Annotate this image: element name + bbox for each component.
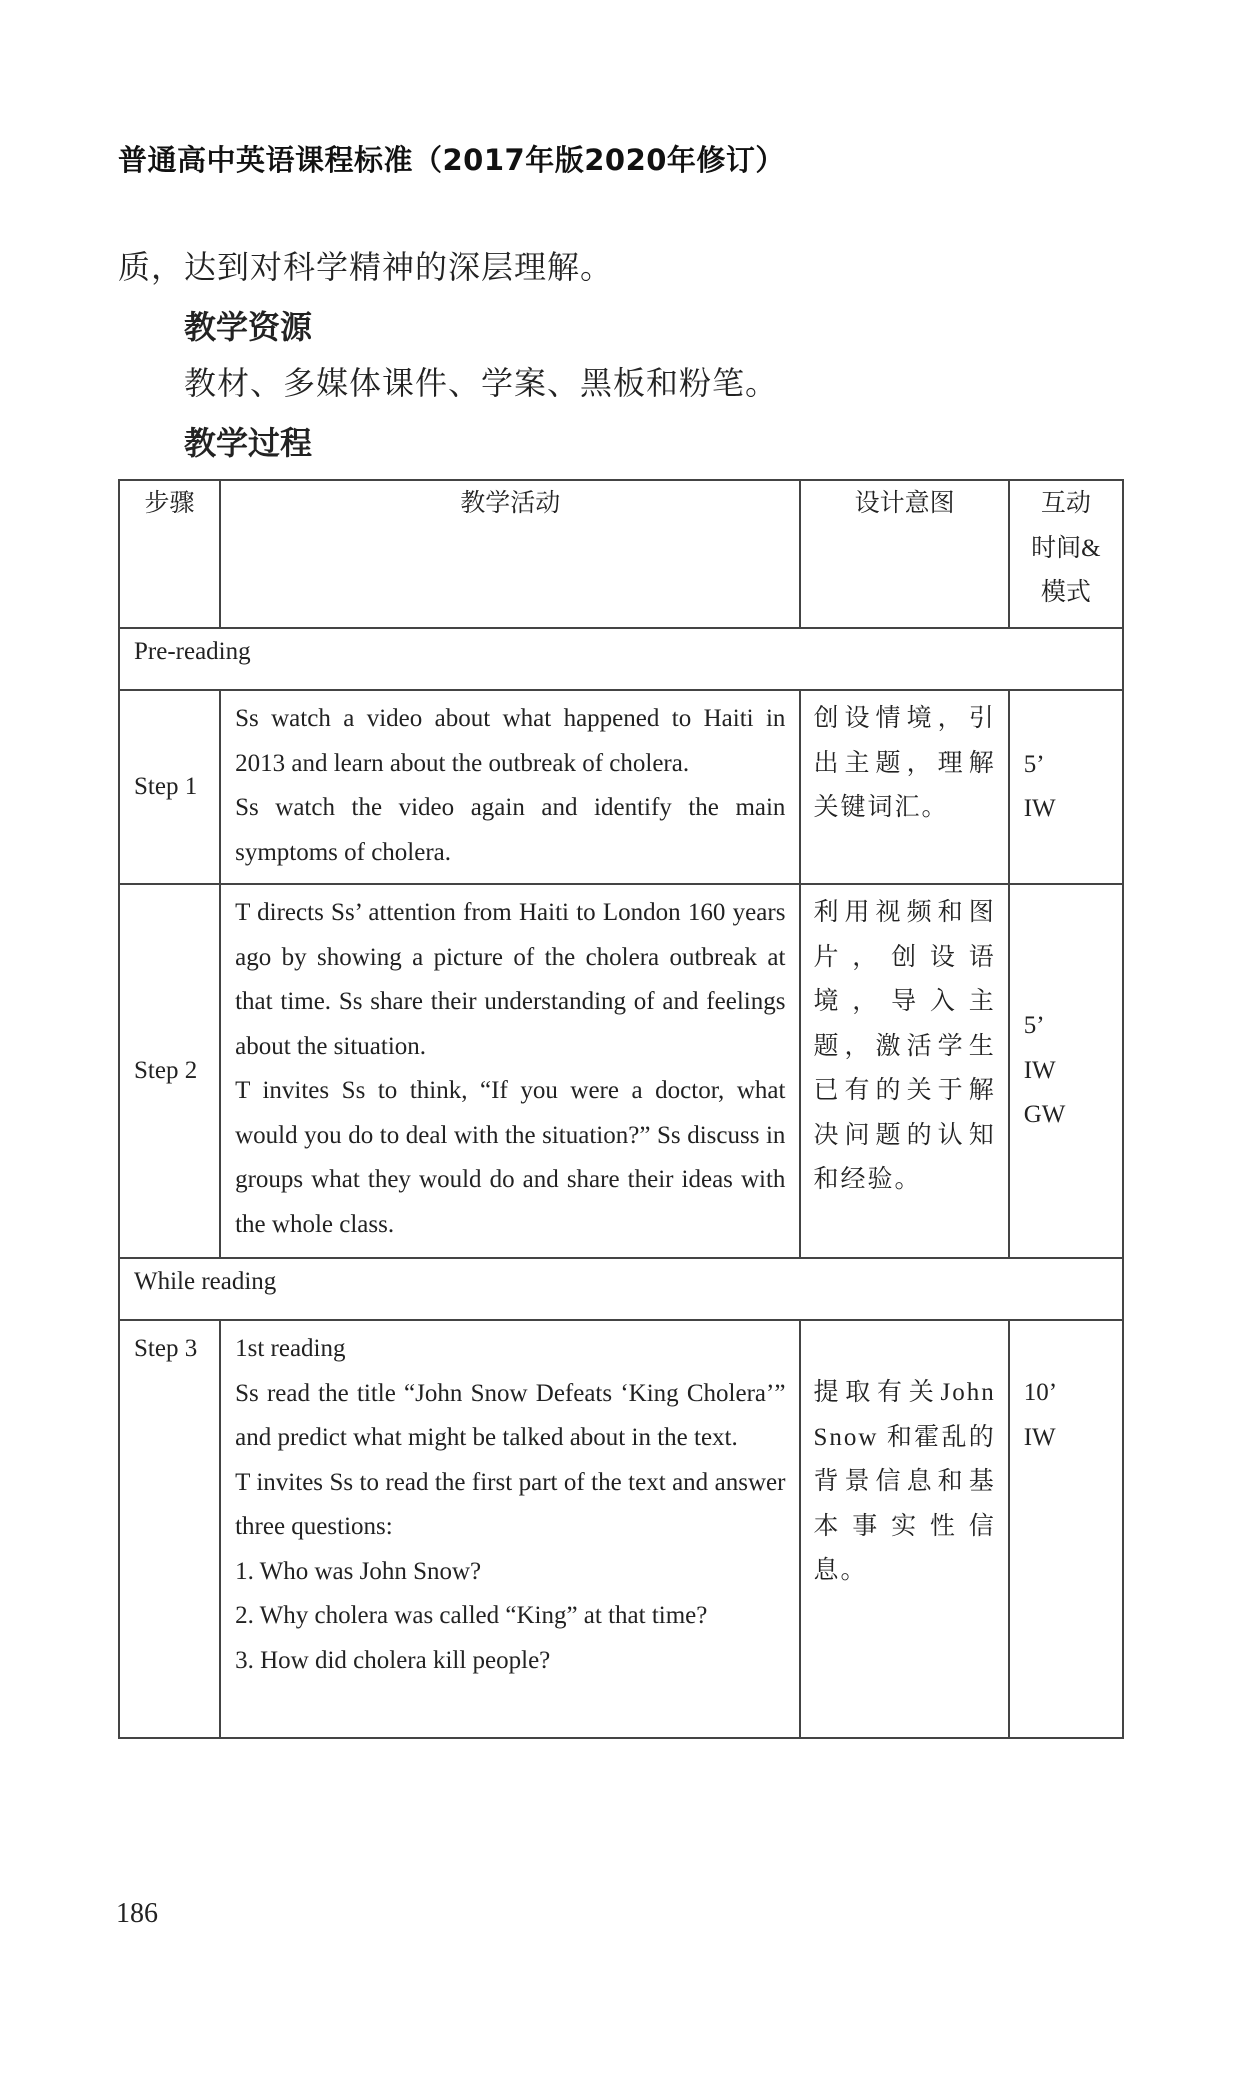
header-intent: 设计意图 [800, 480, 1008, 628]
mode-line: 5’ [1023, 750, 1045, 778]
activity-line: 1st reading [235, 1335, 346, 1362]
activity-line: Ss watch a video about what happened to Haiti in 2013 and learn about the outbreak of cholera. [235, 705, 786, 777]
activity-line: T invites Ss to think, “If you were a doctor, what would you do to deal with the situation?” Ss discuss in groups what they would do and share their ideas with the whole class. [235, 1077, 786, 1238]
intent-cell: 利用视频和图片，创设语境，导入主题，激活学生已有的关于解决问题的认知和经验。 [800, 884, 1008, 1258]
step-label: Step 3 [119, 1320, 220, 1738]
mode-line: 5’ [1023, 1012, 1045, 1040]
resources-text: 教材、多媒体课件、学案、黑板和粉笔。 [184, 364, 779, 402]
mode-line: GW [1023, 1101, 1066, 1129]
mode-cell [1009, 690, 1123, 884]
phase-label: While reading [119, 1258, 1123, 1320]
process-heading: 教学过程 [184, 424, 313, 462]
mode-line: IW [1023, 1056, 1056, 1084]
intent-cell [800, 1320, 1008, 1738]
phase-row-pre-reading [119, 628, 1123, 690]
activity-cell [220, 690, 800, 884]
mode-line: 10’ [1023, 1379, 1058, 1406]
phase-row-while-reading [119, 1258, 1123, 1320]
table-row [119, 1320, 1123, 1738]
step-label: Step 1 [119, 690, 220, 884]
step-label: Step 2 [119, 884, 220, 1258]
mode-cell [1009, 1320, 1123, 1738]
activity-line: T invites Ss to read the first part of the text and answer three questions: [235, 1468, 786, 1540]
activity-line: Ss read the title “John Snow Defeats ‘King Cholera’” and predict what might be talked about in the text. [235, 1379, 786, 1451]
activity-line: 3. How did cholera kill people? [235, 1646, 551, 1674]
page-number: 186 [116, 1898, 158, 1929]
continuation-text: 质，达到对科学精神的深层理解。 [118, 248, 614, 286]
teaching-process-table [118, 479, 1124, 1739]
activity-line: T directs Ss’ attention from Haiti to London 160 years ago by showing a picture of the cholera outbreak at that time. Ss share their understanding of and feelings about the situation. [235, 899, 786, 1060]
activity-line: 1. Who was John Snow? [235, 1557, 482, 1585]
phase-label: Pre-reading [119, 628, 1123, 690]
mode-line: IW [1023, 795, 1056, 822]
mode-cell [1009, 884, 1123, 1258]
activity-line: Ss watch the video again and identify the main symptoms of cholera. [235, 794, 786, 866]
activity-line: 2. Why cholera was called “King” at that time? [235, 1602, 708, 1629]
header-mode [1009, 480, 1123, 628]
activity-cell [220, 1320, 800, 1738]
table-header-row [119, 480, 1123, 628]
header-mode-line: 时间& [1031, 534, 1101, 562]
activity-cell [220, 884, 800, 1258]
resources-heading: 教学资源 [184, 308, 313, 346]
intent-text: 提取有关John Snow 和霍乱的背景信息和基本事实性信息。 [813, 1379, 996, 1584]
header-mode-line: 模式 [1040, 579, 1091, 606]
header-mode-line: 互动 [1040, 490, 1091, 517]
mode-line: IW [1023, 1423, 1056, 1451]
header-activity: 教学活动 [220, 480, 800, 628]
running-header: 普通高中英语课程标准（2017年版2020年修订） [118, 143, 785, 177]
header-step: 步骤 [119, 480, 220, 628]
intent-cell: 创设情境，引出主题，理解关键词汇。 [800, 690, 1008, 884]
table-row [119, 884, 1123, 1258]
table-row [119, 690, 1123, 884]
